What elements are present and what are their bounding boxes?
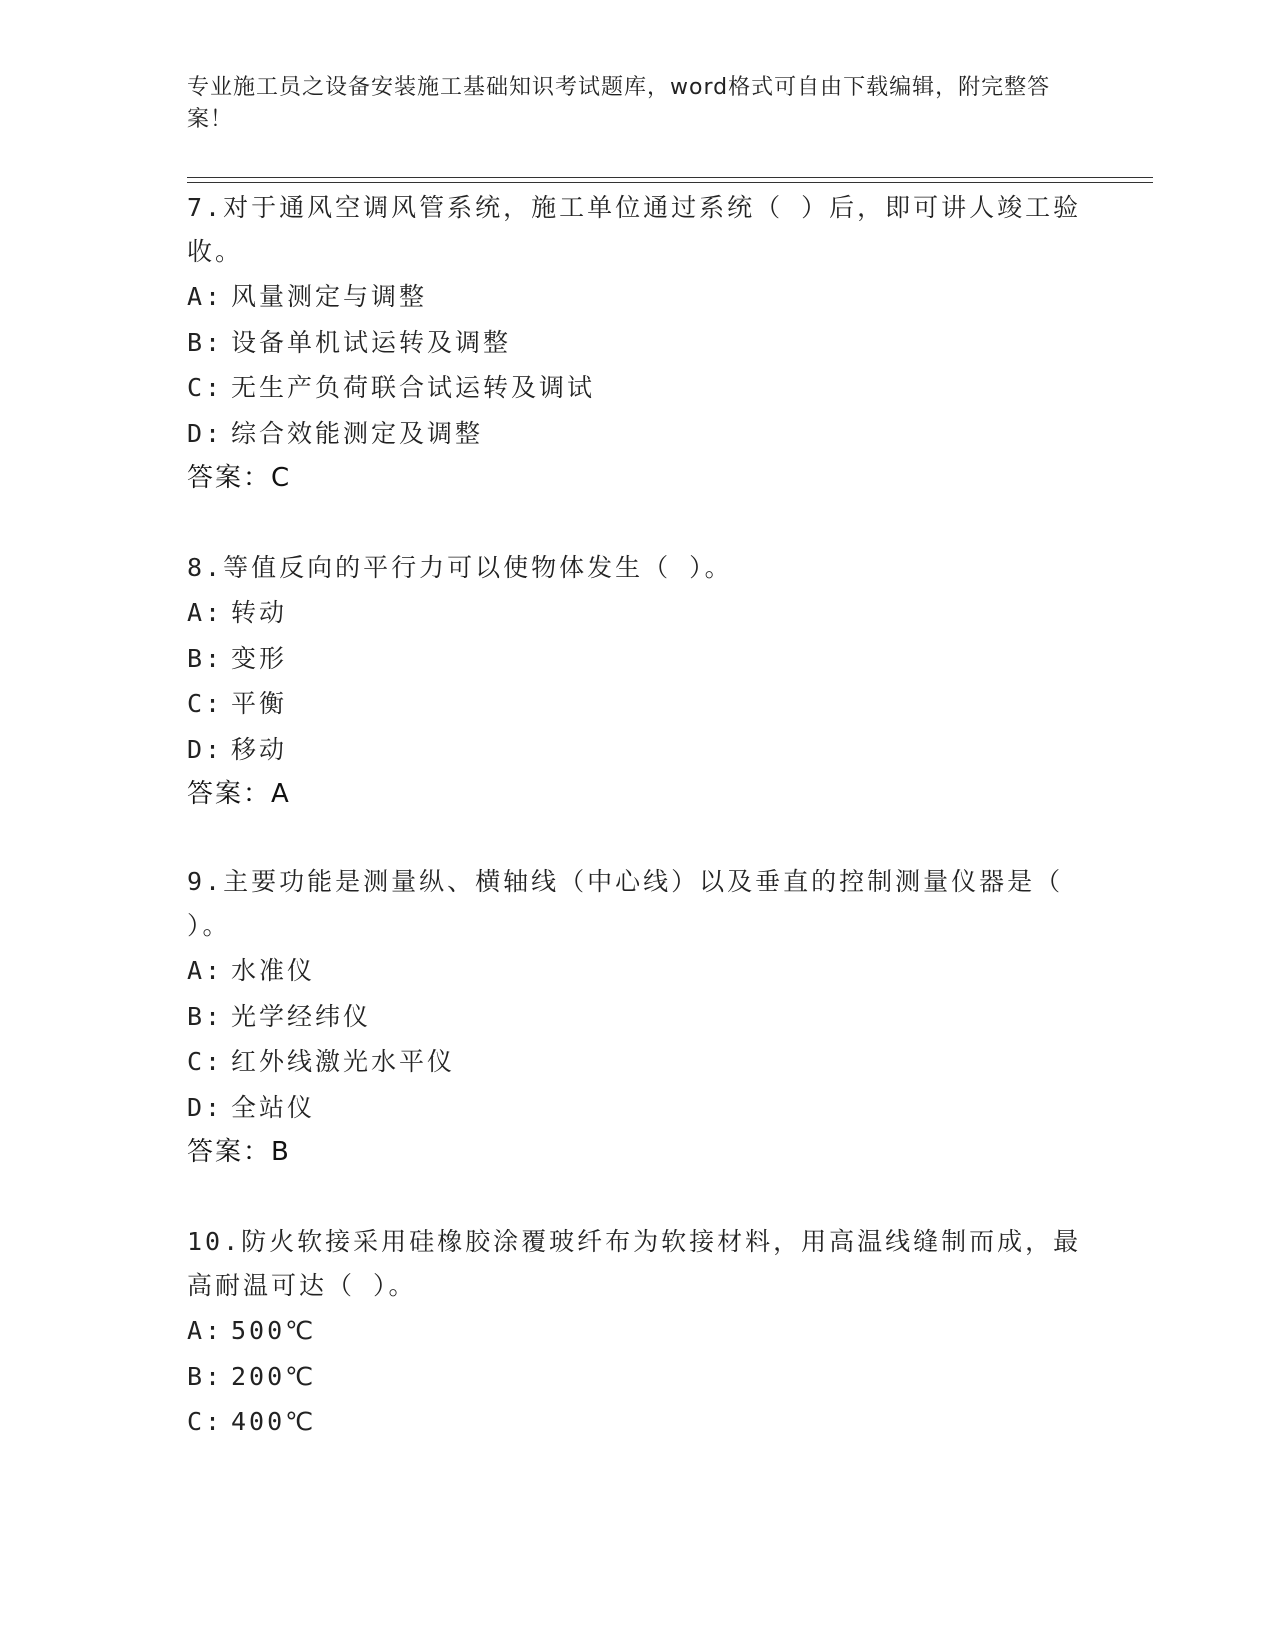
option-letter: A: (187, 598, 224, 627)
option-letter: A: (187, 956, 224, 985)
question-9 (187, 860, 1087, 1175)
option-letter: B: (187, 643, 224, 673)
option-letter: C: (187, 689, 224, 718)
question-title: 10.防火软接采用硅橡胶涂覆玻纤布为软接材料，用高温线缝制而成，最高耐温可达（ ）。 (187, 1227, 1082, 1300)
option-letter: C: (187, 1407, 224, 1436)
option-letter: D: (187, 1092, 224, 1122)
option-text: 综合效能测定及调整 (231, 418, 484, 448)
option-c (187, 1399, 1087, 1445)
option-c (187, 365, 1087, 411)
option-text: 变形 (231, 643, 288, 673)
option-b (187, 994, 1087, 1040)
option-text: 水准仪 (231, 956, 316, 985)
option-b (187, 636, 1087, 682)
option-text: 无生产负荷联合试运转及调试 (231, 373, 596, 402)
option-a (187, 274, 1087, 320)
option-letter: A: (187, 282, 224, 311)
option-letter: B: (187, 1001, 224, 1031)
option-letter: C: (187, 373, 224, 402)
header-divider-bottom (187, 182, 1153, 183)
option-letter: B: (187, 1361, 224, 1391)
option-text: 设备单机试运转及调整 (231, 327, 512, 357)
option-text: 500℃ (231, 1316, 317, 1345)
option-d (187, 727, 1087, 773)
answer-label: 答案：B (187, 1137, 291, 1167)
option-text: 400℃ (231, 1407, 317, 1436)
option-text: 200℃ (231, 1361, 317, 1391)
option-letter: D: (187, 734, 224, 764)
option-letter: A: (187, 1316, 224, 1345)
option-d (187, 1085, 1087, 1131)
option-text: 光学经纬仪 (231, 1001, 372, 1031)
option-a (187, 1308, 1087, 1354)
question-10 (187, 1220, 1087, 1445)
header-divider-top (187, 177, 1153, 178)
question-8 (187, 546, 1087, 817)
option-text: 转动 (231, 598, 288, 627)
question-7 (187, 186, 1087, 501)
option-b (187, 1354, 1087, 1400)
option-text: 风量测定与调整 (231, 282, 428, 311)
question-title: 7.对于通风空调风管系统，施工单位通过系统（ ）后，即可讲人竣工验收。 (187, 193, 1082, 266)
option-text: 移动 (231, 734, 288, 764)
option-c (187, 1039, 1087, 1085)
option-c (187, 681, 1087, 727)
option-text: 红外线激光水平仪 (231, 1047, 456, 1076)
option-letter: C: (187, 1047, 224, 1076)
document-intro: 专业施工员之设备安装施工基础知识考试题库，word格式可自由下载编辑，附完整答案！ (187, 75, 1051, 132)
answer-label: 答案：A (187, 779, 291, 809)
option-text: 全站仪 (231, 1092, 316, 1122)
question-title: 9.主要功能是测量纵、横轴线（中心线）以及垂直的控制测量仪器是（ ）。 (187, 867, 1064, 940)
answer-label: 答案：C (187, 463, 292, 493)
option-b (187, 320, 1087, 366)
option-letter: B: (187, 327, 224, 357)
option-letter: D: (187, 418, 224, 448)
option-a (187, 590, 1087, 636)
option-d (187, 411, 1087, 457)
question-title: 8.等值反向的平行力可以使物体发生（ ）。 (187, 553, 733, 582)
option-a (187, 948, 1087, 994)
option-text: 平衡 (231, 689, 288, 718)
